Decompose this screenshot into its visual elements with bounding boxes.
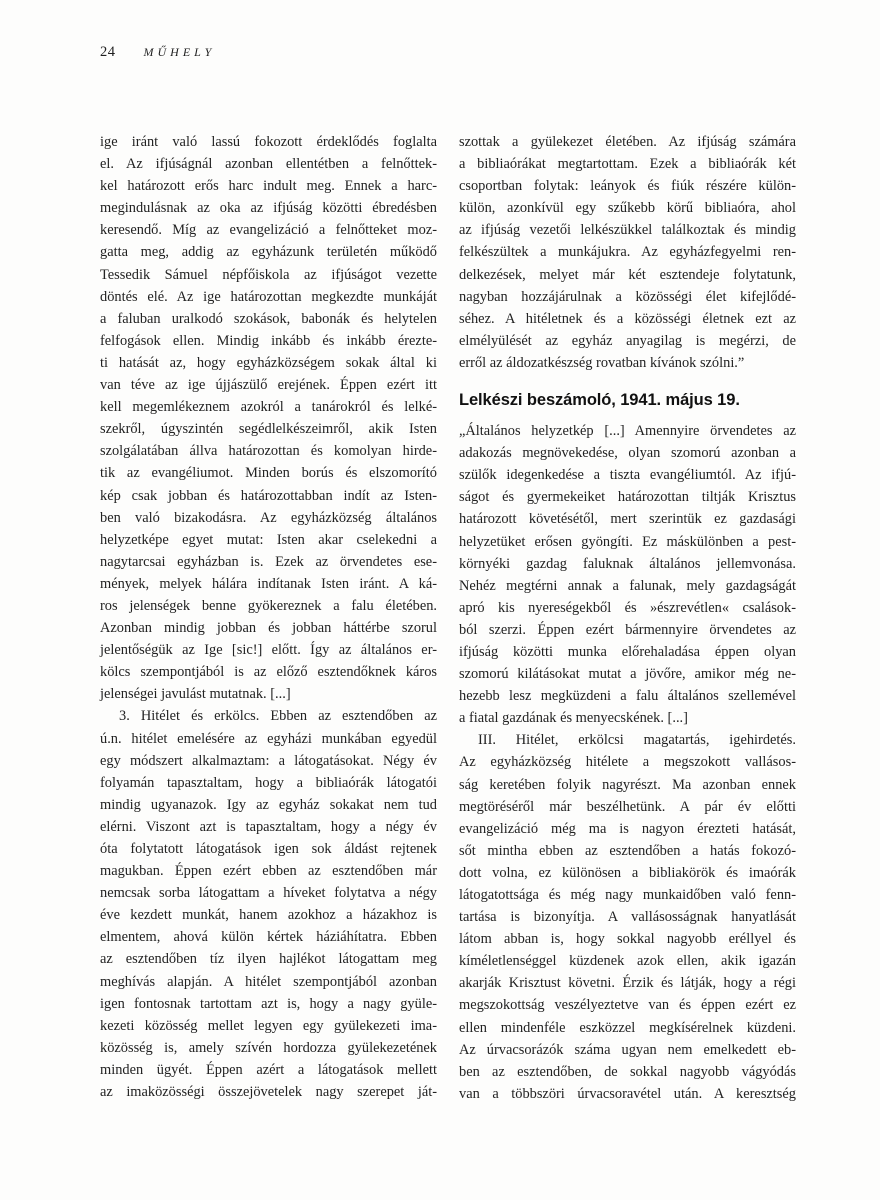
two-column-text-block <box>100 131 796 1105</box>
text-line: el. Az ifjúságnál azonban ellentétben a felnőttek- <box>100 156 437 173</box>
text-line: közösség is, amely szívén hordozza gyülekezetének <box>100 1039 437 1056</box>
text-line: határozott követésétől, mert szerintük ez gazdasági <box>459 511 796 528</box>
text-line: ros jelenségek benne gyökereznek a falu életében. <box>100 597 437 614</box>
text-line: nemcsak sorba látogattam a híveket folytatva a négy <box>100 885 437 902</box>
text-line: 3. Hitélet és erkölcs. Ebben az esztendőben az <box>119 708 437 725</box>
text-line: felkészültek a munkájukra. Az egyházfegyelmi ren- <box>459 244 796 261</box>
text-line: környéki gazdag faluknak általános jellemvonása. <box>459 555 796 572</box>
text-line: látogatottsága és még nagy munkaidőben való fenn- <box>459 887 796 903</box>
text-line: evangelizáció még ma is nagyon érezteti hatását, <box>459 820 796 837</box>
text-line: mindig ugyanazok. Igy az egyház sokakat nem tud <box>100 796 437 813</box>
text-line: szekről, úgyszintén segédlelkészeimről, akik Isten <box>100 421 437 438</box>
text-line: jelentőségük az Ige [sic!] előtt. Így az általános er- <box>100 642 437 659</box>
text-line: külön, azonkívül egy szűkebb körű bibliaóra, ahol <box>459 200 796 217</box>
text-line: van téve az ige újjászülő erejének. Éppen ezért itt <box>100 377 437 394</box>
text-line: gatta meg, addig az egyházunk területén működő <box>100 244 437 261</box>
text-line: ben az esztendőben, de sokkal nagyobb vágyódás <box>459 1063 796 1080</box>
text-line: kép csak jobban és határozottabban indít az Isten- <box>100 487 437 504</box>
text-line: séhez. A hitéletnek és a közösségi életnek ezt az <box>459 310 796 327</box>
text-line: megindulásnak az oka az ifjúság közötti ébredésben <box>100 200 437 217</box>
text-line: kíméletlenséggel küzdenek azok ellen, akik igazán <box>459 953 796 970</box>
right-column-top-lines <box>459 131 796 374</box>
text-line: megszokottság veszélyeztetve van és éppen ezért ez <box>459 997 796 1014</box>
text-line: dott volna, ez különösen a bibliakörök és imaórák <box>459 864 796 881</box>
text-line: elérni. Viszont azt is tapasztaltam, hogy a négy év <box>100 818 437 835</box>
text-line: csoportban folytak: leányok és fiúk részére külön- <box>459 178 796 195</box>
text-line: szomorú kilátásokat mutat a jövőre, amikor még ne- <box>459 666 796 683</box>
text-line: Tessedik Sámuel népfőiskola az ifjúságot vezette <box>100 266 437 283</box>
text-line: jelenségei javulást mutatnak. [...] <box>100 686 291 703</box>
text-line: kel határozott erős harc indult meg. Ennek a harc- <box>100 178 437 195</box>
text-line: szottak a gyülekezet életében. Az ifjúság számára <box>459 134 796 150</box>
text-line: látom abban is, hogy sokkal nagyobb eréllyel és <box>459 931 796 948</box>
text-line: felfogások ellen. Mindig inkább és inkább érezte- <box>100 332 437 349</box>
text-line: Az egyházközség hitélete a megszokott vallásos- <box>459 754 796 771</box>
text-line: ú.n. hitélet emelésére az egyházi munkában egyedül <box>100 730 437 747</box>
text-line: ellen mindenféle eszközzel megkísérelnek küzdeni. <box>459 1019 796 1036</box>
text-line: szülők idegenkedése a tiszta evangéliumtól. Az ifjú- <box>459 467 796 484</box>
text-line: tik az evangéliumot. Minden borús és elszomorító <box>100 465 437 482</box>
running-head-title: MŰHELY <box>143 45 216 59</box>
text-line: ságot és gyermekeiket határozottan tiltják Krisztus <box>459 489 796 506</box>
right-column <box>459 131 796 1105</box>
text-line: folyamán tapasztaltam, hogy a bibliaórák látogatói <box>100 774 437 791</box>
text-line: minden ügyét. Éppen azért a látogatások mellett <box>100 1061 437 1078</box>
text-line: nagyban hozzájárulnak a közösségi élet kifejlődé- <box>459 288 796 305</box>
text-line: elmélyülését az egyház anyagilag is megérzi, de <box>459 332 796 349</box>
text-line: helyzetüket erősen gyöngíti. Ez máskülönben a pest- <box>459 533 796 550</box>
text-line: kell megemlékeznem azokról a tanárokról és lelké- <box>100 399 437 416</box>
text-line: ifjúság közötti munka előrehaladása éppen olyan <box>459 643 796 660</box>
text-line: nagytarcsai egyházban is. Ezek az örvendetes ese- <box>100 553 437 570</box>
text-line: erről az áldozatkészség rovatban kívánok szólni.” <box>459 354 745 371</box>
running-header <box>100 44 215 61</box>
text-line: Nehéz megtérni annak a falunak, mely gazdagságát <box>459 577 796 594</box>
text-line: a faluban uralkodó szokások, babonák és helytelen <box>100 310 437 327</box>
text-line: az esztendőben tíz ilyen hajlékot látogattam meg <box>100 951 437 968</box>
text-line: magukban. Éppen ezért ebben az esztendőben már <box>100 863 437 880</box>
text-line: sőt mintha ebben az esztendőben a hatás fokozó- <box>459 842 796 859</box>
text-line: tartása is bizonyítja. A vallásosságnak hanyatlását <box>459 909 796 926</box>
text-line: Az úrvacsorázók száma ugyan nem emelkedett eb- <box>459 1041 796 1058</box>
text-line: a fiatal gazdának és menyecskének. [...] <box>459 710 688 727</box>
text-line: igen fontosnak tartottam azt is, hogy a nagy gyüle- <box>100 995 437 1012</box>
text-line: hezebb lesz megküzdeni a falu általános szellemével <box>459 688 796 705</box>
left-column <box>100 131 437 1105</box>
text-line: adakozás megnövekedése, olyan szomorú azonban a <box>459 445 796 462</box>
text-line: helyzetképe egyet mutat: Isten akar cselekedni a <box>100 531 437 548</box>
text-line: kölcs szempontjából is az előző esztendőknek káros <box>100 664 437 681</box>
text-line: ige iránt való lassú fokozott érdeklődés foglalta <box>100 134 437 150</box>
text-line: keresendő. Míg az evangelizáció a felnőtteket moz- <box>100 222 437 239</box>
text-line: III. Hitélet, erkölcsi magatartás, igehirdetés. <box>478 732 796 749</box>
page-number: 24 <box>100 44 116 60</box>
text-line: egy módszert alkalmaztam: a látogatásokat. Négy év <box>100 752 437 769</box>
text-line: ben való bizakodásra. Az egyházközség általános <box>100 509 437 526</box>
text-line: szolgálatában állva határozottan és komolyan hirde- <box>100 443 437 460</box>
text-line: delkezések, melyet már két esztendeje folytatunk, <box>459 266 796 283</box>
text-line: mények, melyek hálára indítanak Isten iránt. A ká- <box>100 575 437 592</box>
text-line: van a többszöri úrvacsoravétel után. A keresztség <box>459 1085 796 1102</box>
text-line: ti hatását az, hogy egyházközségem sokak által ki <box>100 354 437 371</box>
text-line: kezeti közösség mellet legyen egy gyülekezeti ima- <box>100 1017 437 1034</box>
text-line: ból szerzi. Éppen ezért bármennyire örvendetes az <box>459 621 796 638</box>
text-line: Azonban mindig jobban és jobban háttérbe szorul <box>100 620 437 637</box>
text-line: apró kis nyereségekből és »észrevétlen« csalások- <box>459 599 796 616</box>
text-line: az imaközösségi összejövetelek nagy szerepet ját- <box>100 1084 437 1101</box>
text-line: éve kezdett munkát, hanem azokhoz a házakhoz is <box>100 907 437 924</box>
right-column-bottom-lines <box>459 420 796 1105</box>
text-line: óta folytatott látogatások igen sok áldást rejtenek <box>100 841 437 857</box>
text-line: a bibliaórákat megtartottam. Ezek a bibliaórák két <box>459 156 796 173</box>
text-line: döntés elé. Az ige határozottan megkezdte munkáját <box>100 288 437 305</box>
text-line: ság keretében folyik nagyrészt. Ma azonban ennek <box>459 776 796 793</box>
text-line: az ifjúság vezetői lelkészükkel találkoztak és mindig <box>459 222 796 239</box>
text-line: „Általános helyzetkép [...] Amennyire örvendetes az <box>459 423 796 440</box>
text-line: megtöréséről már beszélhetünk. A pár év előtti <box>459 798 796 815</box>
text-line: meghívás alapján. A hitélet szempontjából azonban <box>100 973 437 990</box>
text-line: elmentem, ahová külön kértek háziáhítatra. Ebben <box>100 929 437 946</box>
section-heading: Lelkészi beszámoló, 1941. május 19. <box>459 391 740 410</box>
text-line: akarják Krisztust követni. Érzik és látják, hogy a régi <box>459 975 796 992</box>
